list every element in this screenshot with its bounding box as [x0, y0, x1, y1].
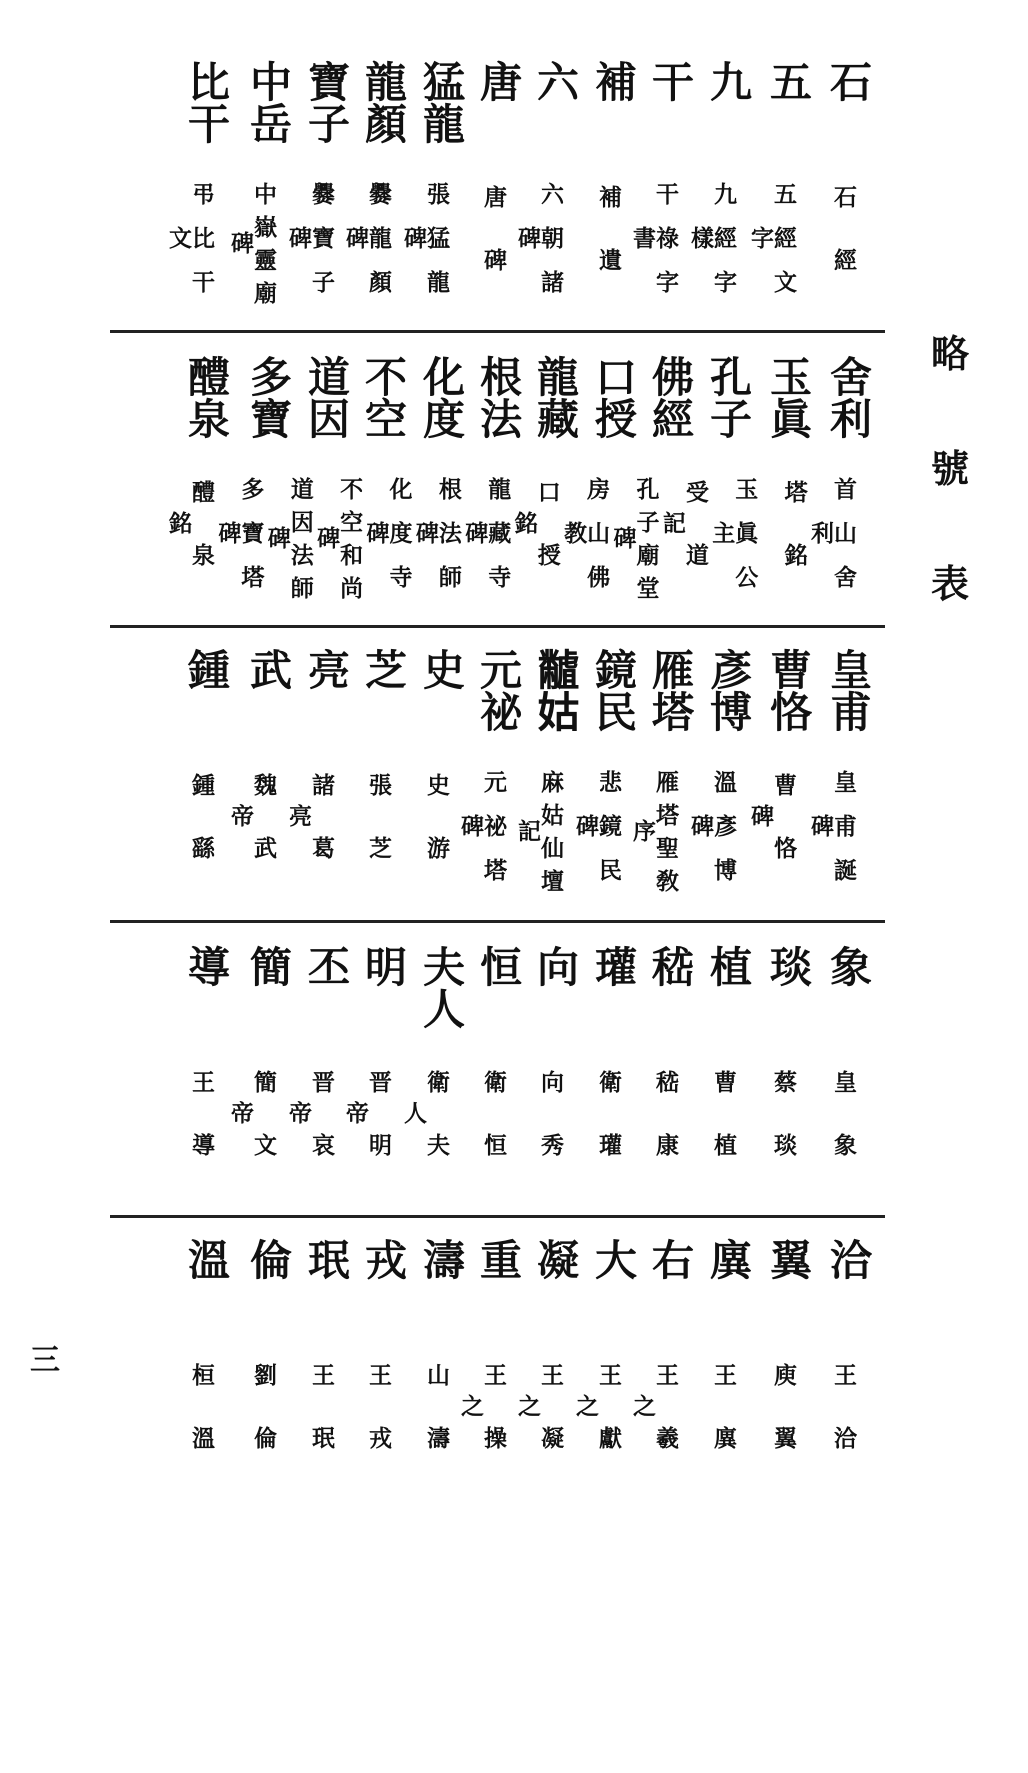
entry-detail: 晋哀帝 — [285, 1069, 335, 1196]
entry-heading: 中岳 — [244, 60, 293, 144]
entry-heading: 口授 — [589, 355, 638, 439]
entry-heading: 亮 — [302, 648, 351, 690]
entry-heading: 六 — [531, 60, 580, 102]
entry-detail: 溫彥博碑 — [687, 769, 737, 902]
entry-detail: 根法師碑 — [411, 476, 462, 609]
entry-heading: 大 — [589, 1238, 638, 1280]
title-char: 號 — [930, 446, 969, 491]
entry-detail: 化度寺碑 — [362, 476, 413, 609]
entry-detail: 簡文帝 — [227, 1069, 277, 1196]
entry-heading: 植 — [704, 945, 753, 987]
entry-detail: 嵇康 — [652, 1069, 679, 1196]
entry-detail: 道因法師碑 — [263, 476, 314, 609]
entry-detail: 唐碑 — [480, 184, 507, 311]
entry-detail: 受道記 — [658, 479, 709, 606]
entry-heading: 道因 — [302, 355, 351, 439]
entry-heading: 不空 — [359, 355, 408, 439]
section-1 — [0, 60, 1028, 350]
entry-detail: 干祿字書 — [629, 181, 679, 314]
entry-heading: 史 — [417, 648, 466, 690]
entry-detail: 雁塔聖敎序 — [629, 769, 679, 902]
entry-heading: 夫人 — [417, 945, 466, 1029]
entry-detail: 石經 — [830, 184, 857, 311]
entry-detail: 王獻之 — [572, 1362, 622, 1489]
entry-heading: 琰 — [764, 945, 813, 987]
entry-detail: 衛夫人 — [400, 1069, 450, 1196]
entry-heading: 右 — [646, 1238, 695, 1280]
section-divider — [110, 330, 885, 333]
entry-heading: 五 — [764, 60, 813, 102]
entry-detail: 劉倫 — [250, 1362, 277, 1489]
page-number: 三 — [30, 1343, 60, 1378]
entry-heading: 根法 — [474, 355, 523, 439]
entry-heading: 芝 — [359, 648, 408, 690]
entry-heading: 向 — [531, 945, 580, 987]
entry-heading: 嵇 — [646, 945, 695, 987]
entry-detail: 桓溫 — [188, 1362, 215, 1489]
section-divider — [110, 920, 885, 923]
entry-detail: 首山舍利 — [807, 476, 857, 609]
entry-detail: 向秀 — [537, 1069, 564, 1196]
entry-detail: 衛瓘 — [595, 1069, 622, 1196]
entry-heading: 醴泉 — [182, 355, 231, 439]
entry-heading: 皇甫 — [824, 648, 873, 732]
entry-detail: 山濤 — [423, 1362, 450, 1489]
entry-heading: 玉眞 — [764, 355, 813, 439]
entry-detail: 弔比干文 — [165, 181, 215, 314]
entry-detail: 諸葛亮 — [285, 772, 335, 899]
section-divider — [110, 625, 885, 628]
entry-detail: 王洽 — [830, 1362, 857, 1489]
entry-heading: 𪓐姑 — [531, 648, 580, 732]
entry-detail: 龍藏寺碑 — [461, 476, 512, 609]
title-char: 略 — [930, 331, 969, 376]
entry-heading: 象 — [824, 945, 873, 987]
entry-detail: 王珉 — [308, 1362, 335, 1489]
entry-heading: 龍顏 — [359, 60, 408, 144]
entry-detail: 王操之 — [457, 1362, 507, 1489]
entry-heading: 洽 — [824, 1238, 873, 1280]
entry-heading: 石 — [824, 60, 873, 102]
entry-heading: 元祕 — [474, 648, 523, 732]
entry-detail: 衛恒 — [480, 1069, 507, 1196]
entry-detail: 孔子廟堂碑 — [609, 476, 660, 609]
entry-detail: 口授銘 — [510, 479, 561, 606]
entry-detail: 補遺 — [595, 184, 622, 311]
entry-heading: 恒 — [474, 945, 523, 987]
entry-detail: 不空和尚碑 — [313, 476, 364, 609]
section-3 — [0, 648, 1028, 940]
entry-detail: 悲鏡民碑 — [572, 769, 622, 902]
entry-detail: 元祕塔碑 — [457, 769, 507, 902]
entry-heading: 導 — [182, 945, 231, 987]
entry-heading: 多寶 — [244, 355, 293, 439]
entry-detail: 庾翼 — [770, 1362, 797, 1489]
entry-heading: 猛龍 — [417, 60, 466, 144]
entry-detail: 塔銘 — [780, 479, 808, 606]
entry-detail: 麻姑仙壇記 — [514, 769, 564, 902]
entry-heading: 凝 — [531, 1238, 580, 1280]
entry-detail: 五經文字 — [747, 181, 797, 314]
entry-heading: 化度 — [417, 355, 466, 439]
entry-detail: 魏武帝 — [227, 772, 277, 899]
entry-detail: 王羲之 — [629, 1362, 679, 1489]
entry-heading: 佛經 — [646, 355, 695, 439]
entry-heading: 比干 — [182, 60, 231, 144]
entry-heading: 丕 — [302, 945, 351, 987]
entry-heading: 曹恪 — [764, 648, 813, 732]
entry-heading: 重 — [474, 1238, 523, 1280]
entry-heading: 龍藏 — [531, 355, 580, 439]
section-divider — [110, 1215, 885, 1218]
entry-detail: 王凝之 — [514, 1362, 564, 1489]
entry-detail: 玉眞公主 — [708, 476, 759, 609]
entry-heading: 濤 — [417, 1238, 466, 1280]
entry-detail: 皇甫誕碑 — [807, 769, 857, 902]
entry-detail: 晋明帝 — [342, 1069, 392, 1196]
entry-heading: 雁塔 — [646, 648, 695, 732]
entry-detail: 曹植 — [710, 1069, 737, 1196]
entry-heading: 干 — [646, 60, 695, 102]
entry-detail: 王導 — [188, 1069, 215, 1196]
entry-heading: 武 — [244, 648, 293, 690]
entry-heading: 倫 — [244, 1238, 293, 1280]
entry-detail: 王戎 — [365, 1362, 392, 1489]
entry-heading: 簡 — [244, 945, 293, 987]
entry-detail: 九經字樣 — [687, 181, 737, 314]
entry-heading: 翼 — [764, 1238, 813, 1280]
entry-heading: 珉 — [302, 1238, 351, 1280]
section-4 — [0, 945, 1028, 1235]
entry-heading: 補 — [589, 60, 638, 102]
title-char: 表 — [930, 561, 969, 606]
entry-heading: 溫 — [182, 1238, 231, 1280]
entry-detail: 多寶塔碑 — [214, 476, 265, 609]
section-2 — [0, 355, 1028, 645]
entry-detail: 蔡琰 — [770, 1069, 797, 1196]
entry-detail: 醴泉銘 — [165, 479, 215, 606]
entry-heading: 唐 — [474, 60, 523, 102]
entry-detail: 王廙 — [710, 1362, 737, 1489]
entry-detail: 張猛龍碑 — [400, 181, 450, 314]
entry-heading: 彥博 — [704, 648, 753, 732]
entry-heading: 九 — [704, 60, 753, 102]
entry-detail: 曹恪碑 — [747, 772, 797, 899]
section-5 — [0, 1238, 1028, 1538]
entry-detail: 皇象 — [830, 1069, 857, 1196]
entry-heading: 寶子 — [302, 60, 351, 144]
entry-detail: 中嶽靈廟碑 — [227, 181, 277, 314]
entry-heading: 鍾 — [182, 648, 231, 690]
entry-heading: 廙 — [704, 1238, 753, 1280]
entry-detail: 房山佛教 — [560, 476, 611, 609]
entry-detail: 爨龍顏碑 — [342, 181, 392, 314]
entry-detail: 張芝 — [365, 772, 392, 899]
entry-detail: 史游 — [423, 772, 450, 899]
entry-detail: 六朝諸碑 — [514, 181, 564, 314]
entry-detail: 爨寶子碑 — [285, 181, 335, 314]
entry-heading: 鏡民 — [589, 648, 638, 732]
entry-heading: 戎 — [359, 1238, 408, 1280]
entry-heading: 孔子 — [704, 355, 753, 439]
entry-heading: 明 — [359, 945, 408, 987]
entry-heading: 舍利 — [824, 355, 873, 439]
entry-heading: 瓘 — [589, 945, 638, 987]
entry-detail: 鍾繇 — [188, 772, 215, 899]
